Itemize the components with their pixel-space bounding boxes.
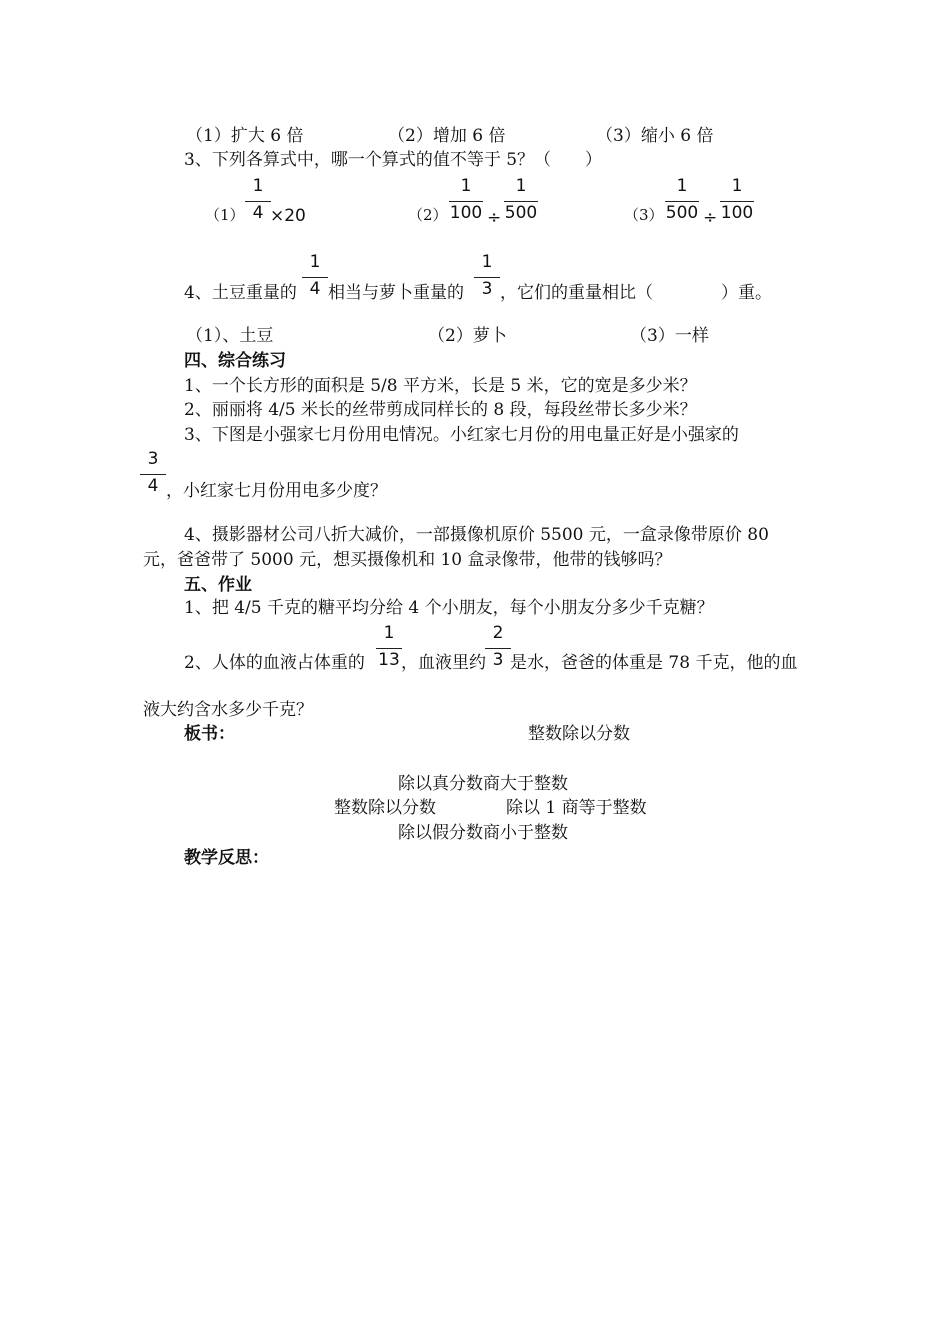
q3-option-3-label: （3） [624,206,664,224]
fraction-numerator: 1 [720,178,754,202]
reflection-label: 教学反思： [184,848,269,868]
fraction-denominator: 3 [492,650,504,670]
q4-option-1: （1）、土豆 [186,326,274,346]
q4-part-2: 相当与萝卜重量的 [328,283,464,303]
section-4-heading: 四、综合练习 [184,351,286,371]
fraction-denominator: 500 [665,203,699,223]
q4-part-3: ，它们的重量相比（ ）重。 [500,283,772,303]
q4-option-3: （3）一样 [630,326,709,346]
fraction-numerator: 1 [504,178,538,202]
q3-option-2-fraction-b [504,178,538,222]
homework-problem-2-fraction-2 [485,625,511,669]
fraction-numerator: 1 [302,254,328,278]
q3-option-2-divide: ÷ [487,208,502,228]
q3-option-2-fraction-a [449,178,483,222]
homework-problem-2-part-3: 是水，爸爸的体重是 78 千克，他的血 [510,653,798,673]
board-line-1: 除以真分数商大于整数 [398,774,568,794]
section-4-problem-3: 3、下图是小强家七月份用电情况。小红家七月份的用电量正好是小强家的 [184,425,739,445]
homework-problem-2-fraction-1 [376,625,402,669]
board-title: 整数除以分数 [528,724,630,744]
q4-part-1: 4、土豆重量的 [184,283,297,303]
section-4-problem-3-continued: ，小红家七月份用电多少度？ [166,481,387,501]
section-4-problem-3-fraction [140,451,166,495]
section-5-heading: 五、作业 [184,575,252,595]
section-4-problem-4: 4、摄影器材公司八折大减价，一部摄像机原价 5500 元，一盒录像带原价 80 [184,525,769,545]
board-line-2: 除以 1 商等于整数 [506,798,647,818]
fraction-denominator: 100 [449,203,483,223]
fraction-denominator: 100 [720,203,754,223]
homework-problem-2-part-2: ，血液里约 [401,653,486,673]
fraction-numerator: 1 [376,625,402,649]
fraction-denominator: 13 [378,650,400,670]
fraction-numerator: 3 [140,451,166,475]
fraction-numerator: 1 [474,254,500,278]
q2-option-2: （2）增加 6 倍 [388,126,506,146]
q3-option-3-fraction-a [665,178,699,222]
fraction-numerator: 2 [485,625,511,649]
fraction-denominator: 500 [504,203,538,223]
board-left-label: 整数除以分数 [334,798,436,818]
section-4-problem-2: 2、丽丽将 4/5 米长的丝带剪成同样长的 8 段，每段丝带长多少米？ [184,400,697,420]
fraction-denominator: 4 [309,279,321,299]
q3-option-2-label: （2） [408,206,448,224]
section-4-problem-1: 1、一个长方形的面积是 5/8 平方米，长是 5 米，它的宽是多少米？ [184,376,697,396]
section-4-problem-4-continued: 元，爸爸带了 5000 元，想买摄像机和 10 盒录像带，他带的钱够吗？ [143,550,672,570]
fraction-denominator: 3 [481,279,493,299]
q3-option-3-divide: ÷ [703,208,718,228]
q4-fraction-1 [302,254,328,298]
q3-option-1-rest: ×20 [270,206,306,226]
q3-option-1-label: （1） [205,206,245,224]
homework-problem-2-part-1: 2、人体的血液占体重的 [184,653,365,673]
q3-option-1-fraction [245,178,271,222]
fraction-numerator: 1 [449,178,483,202]
homework-problem-1: 1、把 4/5 千克的糖平均分给 4 个小朋友，每个小朋友分多少千克糖？ [184,598,714,618]
q4-option-2: （2）萝卜 [428,326,507,346]
fraction-numerator: 1 [665,178,699,202]
q3-option-3-fraction-b [720,178,754,222]
q4-fraction-2 [474,254,500,298]
board-line-3: 除以假分数商小于整数 [398,823,568,843]
q3-stem: 3、下列各算式中，哪一个算式的值不等于 5？（ ） [184,150,603,170]
board-label: 板书： [184,724,235,744]
fraction-numerator: 1 [245,178,271,202]
q2-option-1: （1）扩大 6 倍 [186,126,304,146]
homework-problem-2-continued: 液大约含水多少千克？ [143,700,313,720]
fraction-denominator: 4 [147,476,159,496]
q2-option-3: （3）缩小 6 倍 [596,126,714,146]
fraction-denominator: 4 [252,203,264,223]
